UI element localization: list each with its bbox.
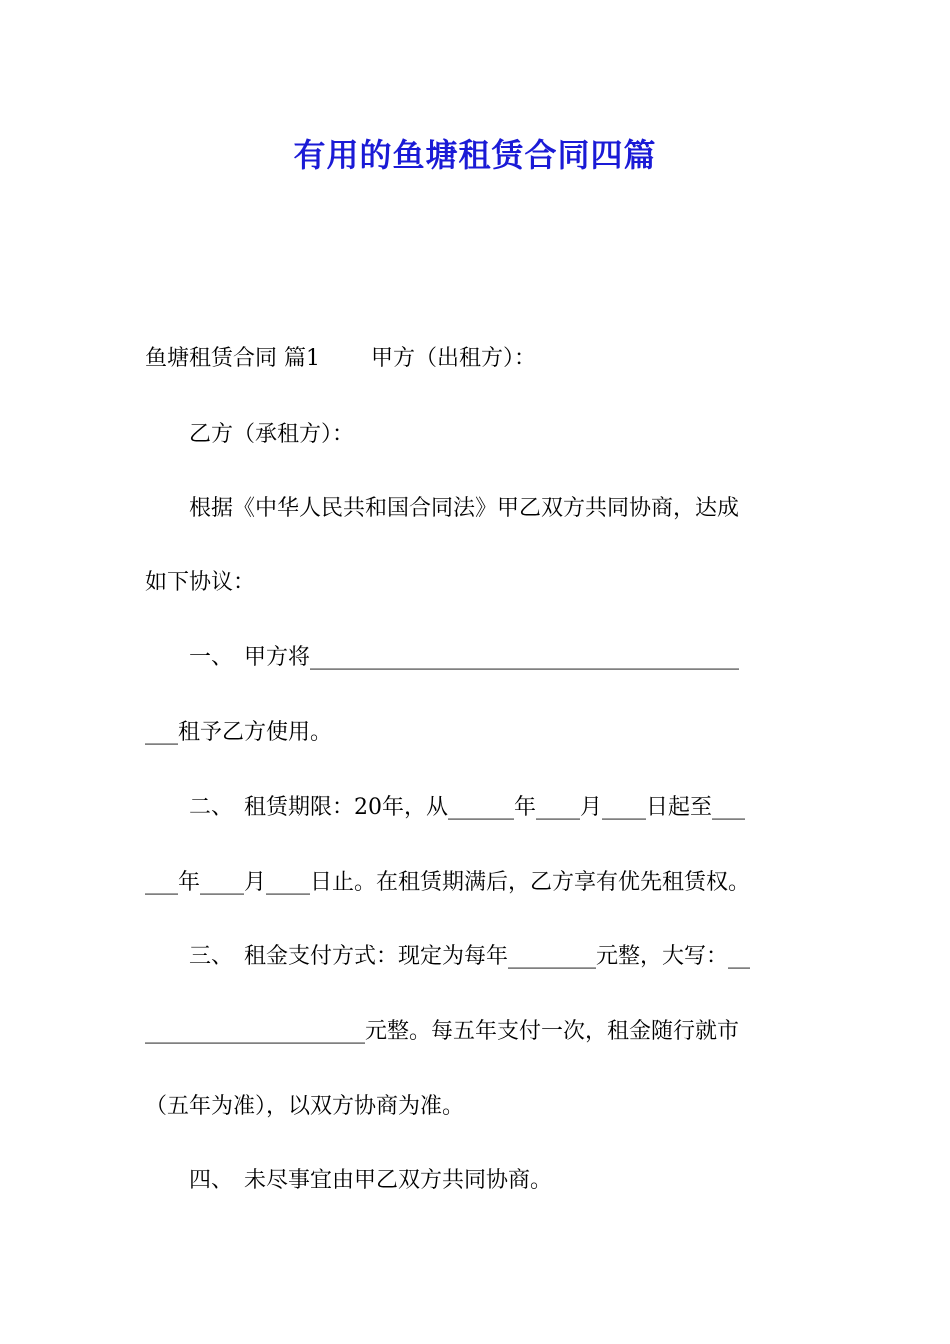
document-title: 有用的鱼塘租赁合同四篇 <box>293 136 657 174</box>
body-line: 四、 未尽事宜由甲乙双方共同协商。 <box>145 1168 553 1193</box>
body-line: 一、 甲方将_______________________________________ <box>145 645 740 670</box>
body-line: 如下协议： <box>145 570 256 595</box>
body-line: ____________________元整。每五年支付一次，租金随行就市 <box>145 1019 740 1044</box>
body-line: 根据《中华人民共和国合同法》甲乙双方共同协商，达成 <box>145 496 740 521</box>
body-line: ___年____月____日止。在租赁期满后，乙方享有优先租赁权。 <box>145 870 751 895</box>
body-line: 乙方（承租方）： <box>145 422 355 447</box>
body-line: 鱼塘租赁合同 篇1 甲方（出租方）： <box>145 346 536 371</box>
body-line: 二、 租赁期限：20年，从______年____月____日起至___ <box>145 795 745 820</box>
body-line: 三、 租金支付方式：现定为每年________元整，大写：__ <box>145 944 751 969</box>
body-line: （五年为准），以双方协商为准。 <box>145 1094 465 1119</box>
body-line: ___租予乙方使用。 <box>145 720 333 745</box>
